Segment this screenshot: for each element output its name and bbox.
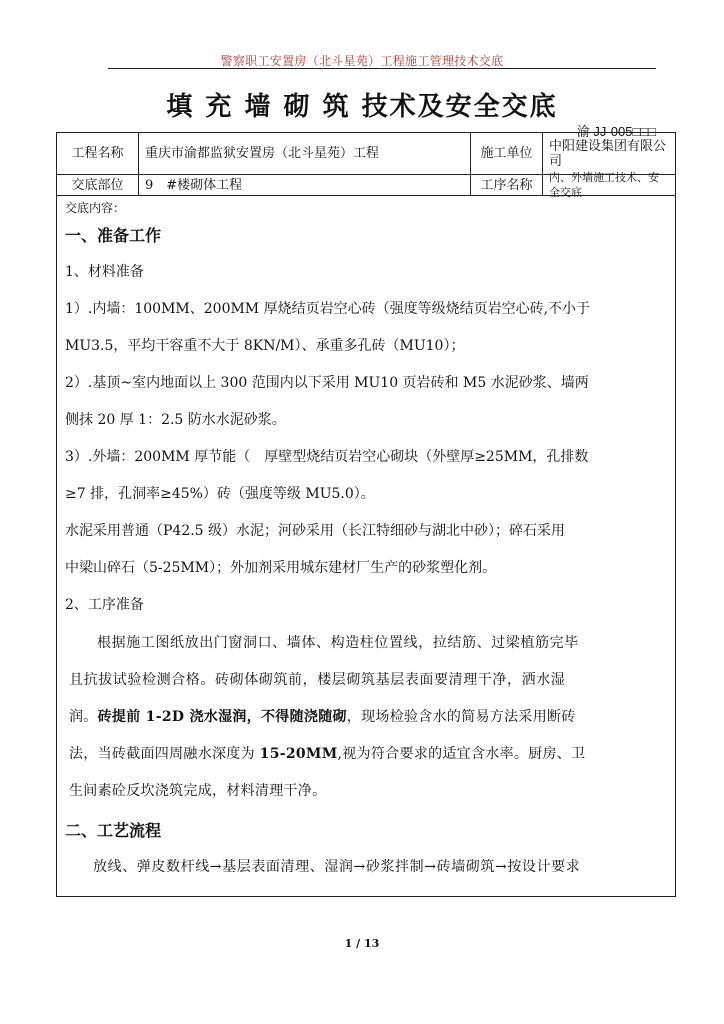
paragraph-line: 3）.外墙：200MM 厚节能（ 厚壁型烧结页岩空心砌块（外壁厚≥25MM，孔排数 [65,449,589,465]
paragraph-line [69,699,673,736]
contractor-value: 中阳建设集团有限公司 [549,138,667,169]
paragraph-line [69,736,673,773]
paragraph-line: 且抗拔试验检测合格。砖砌体砌筑前，楼层砌筑基层表面要清理干净，洒水湿 [69,672,566,688]
text-run: ,视为符合要求的适宜含水率。厨房、卫 [337,746,586,762]
paragraph-line: 中梁山碎石（5-25MM）；外加剂采用城东建材厂生产的砂浆塑化剂。 [65,560,497,576]
project-name-value: 重庆市渝都监狱安置房（北斗星苑）工程 [139,133,471,174]
paragraph-line: 2）.基顶~室内地面以上 300 范围内以下采用 MU10 页岩砖和 M5 水泥砂浆、墙两 [65,375,589,391]
document-title: 填 充 墙 砌 筑 技术及安全交底 [166,92,558,122]
subsection-process-prep: 2、工序准备 [65,597,144,613]
running-header: 警察职工安置房（北斗星苑）工程施工管理技术交底 [220,54,504,68]
process-value: 内、外墙施工技术、安全交底 [549,171,659,199]
text-run: ，现场检验含水的简易方法采用断砖 [346,709,576,725]
content-label: 交底内容： [65,201,126,215]
process-label: 工序名称 [471,175,543,195]
section-title-preparation: 一、准备工作 [65,226,162,245]
emphasis-text: 砖提前 1-2D 浇水湿润，不得随浇随砌 [97,709,347,725]
document-number: 渝 JJ-005□□□ [576,124,656,139]
contractor-label: 施工单位 [471,133,543,174]
paragraph-line: 根据施工图纸放出门窗洞口、墙体、构造柱位置线，拉结筋、过梁植筋完毕 [97,635,579,651]
paragraph-line: 水泥采用普通（P42.5 级）水泥；河砂采用（长江特细砂与湖北中砂）；碎石采用 [65,523,566,539]
location-label: 交底部位 [57,175,139,195]
text-run: 润。 [69,709,98,725]
info-row-location [57,171,675,199]
location-value: 9 #楼砌体工程 [139,175,471,195]
section-title-process-flow: 二、工艺流程 [65,821,162,840]
disclosure-form [56,132,676,897]
header-divider [108,68,656,69]
paragraph-line: 侧抹 20 厚 1：2.5 防水水泥砂浆。 [65,412,286,428]
project-name-label: 工程名称 [57,133,139,174]
text-run: 法，当砖截面四周融水深度为 [69,746,260,762]
info-row-project [57,133,675,175]
paragraph-line: 1）.内墙：100MM、200MM 厚烧结页岩空心砖（强度等级烧结页岩空心砖,不小于 [65,301,591,317]
paragraph-line: ≥7 排，孔洞率≥45%）砖（强度等级 MU5.0）。 [65,486,375,502]
paragraph-line: 放线、弹皮数杆线→基层表面清理、湿润→砂浆拌制→砖墙砌筑→按设计要求 [93,859,581,875]
subsection-material-prep: 1、材料准备 [65,264,144,280]
paragraph-line: MU3.5，平均干容重不大于 8KN/M）、承重多孔砖（MU10）； [65,338,465,354]
emphasis-text: 15-20MM [259,746,338,762]
page-number: 1 / 13 [344,937,380,950]
paragraph-line: 生间素砼反坎浇筑完成，材料清理干净。 [69,783,327,799]
